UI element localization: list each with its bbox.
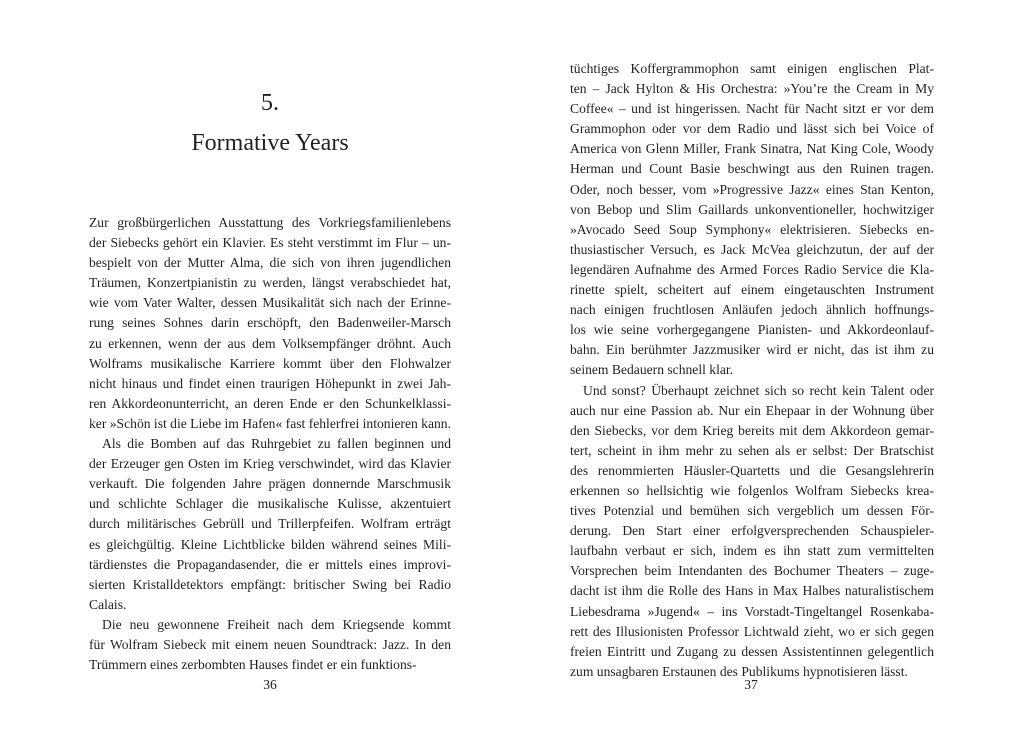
text-line: es gleichgültig. Kleine Lichtblicke bilden während seines Mili- (89, 536, 451, 552)
text-line: Als die Bomben auf das Ruhrgebiet zu fallen beginnen und (102, 436, 451, 452)
text-line: America von Glenn Miller, Frank Sinatra, Nat King Cole, Woody (570, 141, 934, 157)
text-line: rinette spielt, scheitert auf einem eingetauschten Instrument (570, 282, 934, 298)
text-line: wie vom Vater Walter, dessen Musikalität sich nach der Erinne- (89, 295, 451, 311)
text-line: nach einigen fruchtlosen Anläufen jedoch ähnlich hoffnungs- (570, 302, 934, 318)
text-line: Und sonst? Überhaupt zeichnet sich so recht kein Talent oder (583, 382, 934, 398)
text-line: »Avocado Seed Soup Symphony« elektrisieren. Siebecks en- (570, 221, 934, 237)
text-line: auch nur eine Passion ab. Nur ein Ehepaar in der Wohnung über (570, 402, 934, 418)
text-line: dacht ist ihm die Rolle des Hans in Max Halbes naturalistischem (570, 583, 934, 599)
text-line: Oder, noch besser, vom »Progressive Jazz« eines Stan Kenton, (570, 181, 934, 197)
chapter-number: 5. (261, 90, 279, 116)
text-line: Liebesdrama »Jugend« – ins Vorstadt-Tingeltangel Rosenkaba- (570, 603, 934, 619)
right-page-number: 37 (744, 677, 758, 692)
text-line: Zur großbürgerlichen Ausstattung des Vorkriegsfamilienlebens (89, 215, 451, 230)
text-line: und schlichte Schlager die musikalische Kulisse, akzentuiert (89, 496, 451, 512)
text-line: Träumen, Konzertpianistin zu werden, längst verabschiedet hat, (89, 275, 451, 291)
text-line: ren Akkordeonunterricht, an deren Ende er den Schunkelklassi- (89, 395, 451, 411)
text-line: Grammophon oder vor dem Radio und lässt sich bei Voice of (570, 121, 934, 137)
text-line: für Wolfram Siebeck mit einem neuen Soundtrack: Jazz. In den (89, 636, 451, 652)
text-line: Vorsprechen beim Intendanten des Bochumer Theaters – zuge- (570, 563, 934, 579)
text-line: zum unsagbaren Erstaunen des Publikums hypnotisieren lässt. (570, 663, 908, 679)
text-line: tert, scheint in ihm mehr zu sehen als er selbst: Der Bratschist (570, 442, 934, 458)
text-line: ten – Jack Hylton & His Orchestra: »You’re the Cream in My (570, 81, 934, 97)
text-line: der Siebecks gehört ein Klavier. Es steht verstimmt im Flur – un- (89, 235, 451, 251)
text-line: tüchtiges Koffergrammophon samt einigen englischen Plat- (570, 61, 934, 76)
text-line: laufbahn verbaut er sich, indem es ihn statt zum vermittelten (570, 543, 934, 559)
text-line: von Bebop und Slim Gaillards unkonventioneller, hochwitziger (570, 201, 934, 217)
text-line: verkauft. Die folgenden Jahre prägen donnernde Marschmusik (89, 476, 451, 492)
text-line: bahn. Ein berühmter Jazzmusiker wird er nicht, das ist ihm zu (570, 342, 934, 358)
text-line: derung. Den Start einer erfolgversprechenden Schauspieler- (570, 523, 934, 539)
text-line: Herman und Count Basie beschwingt aus den Ruinen tragen. (570, 161, 934, 177)
text-line: rung seines Sohnes darin erschöpft, den Badenweiler-Marsch (89, 315, 451, 331)
text-line: los wie seine vorhergegangene Pianisten- und Akkordeonlauf- (570, 322, 934, 338)
left-page-body-text (89, 213, 451, 675)
text-line: seinem Bedauern schnell klar. (570, 362, 734, 378)
left-page-number: 36 (263, 677, 277, 692)
text-line: Trümmern eines zerbombten Hauses findet er ein funktions- (89, 657, 417, 673)
text-line: tives Potenzial und bemühen sich vergeblich um dessen För- (570, 503, 934, 519)
text-line: rett des Illusionisten Professor Lichtwald zieht, wo er sich gegen (570, 623, 934, 639)
text-line: der Erzeuger gen Osten im Krieg verschwindet, wird das Klavier (89, 456, 451, 472)
text-line: sierten Kristalldetektors empfängt: britischer Swing bei Radio (89, 576, 451, 592)
chapter-title: Formative Years (191, 130, 349, 156)
text-line: des renommierten Häusler-Quartetts und die Gesangslehrerin (570, 462, 934, 478)
text-line: bespielt von der Mutter Alma, die sich von ihren jugendlichen (89, 255, 451, 271)
right-page (510, 0, 1020, 739)
text-line: Die neu gewonnene Freiheit nach dem Kriegsende kommt (102, 616, 451, 632)
text-line: tärdienstes die Propagandasender, die er mittels eines improvi- (89, 556, 451, 572)
right-page-body-text (570, 59, 934, 682)
text-line: erkennen so hellsichtig wie folgenlos Wolfram Siebecks krea- (570, 482, 934, 498)
text-line: freien Eintritt und Zugang zu dessen Assistentinnen gelegentlich (570, 643, 934, 659)
text-line: ker »Schön ist die Liebe im Hafen« fast fehlerfrei intonieren kann. (89, 415, 451, 431)
text-line: den Siebecks, vor dem Krieg bereits mit dem Akkordeon gemar- (570, 422, 934, 438)
text-line: legendären Aufnahme des Armed Forces Radio Service die Kla- (570, 261, 934, 277)
text-line: Wolframs musikalische Karriere kommt über den Flohwalzer (89, 355, 451, 371)
text-line: Coffee« – und ist hingerissen. Nacht für Nacht sitzt er vor dem (570, 101, 934, 117)
text-line: Calais. (89, 596, 127, 612)
text-line: zu erkennen, wenn der aus dem Volksempfänger dröhnt. Auch (89, 335, 451, 351)
text-line: thusiastischer Versuch, es Jack McVea gleichzutun, der auf der (570, 241, 934, 257)
text-line: nicht hinaus und findet einen traurigen Höhepunkt in zwei Jah- (89, 375, 451, 391)
text-line: durch militärisches Gebrüll und Trillerpfeifen. Wolfram erträgt (89, 516, 451, 532)
